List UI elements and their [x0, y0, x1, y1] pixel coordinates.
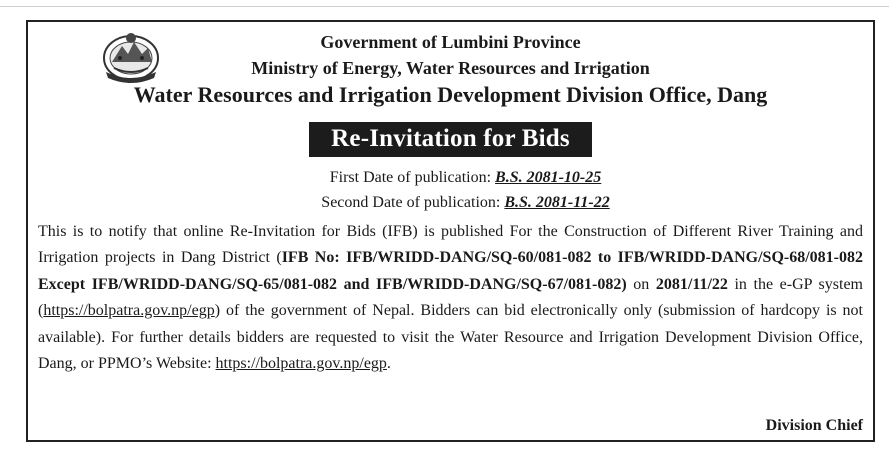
- bid-date: 2081/11/22: [655, 275, 728, 293]
- notice-text-3: in the e-GP system (: [38, 275, 863, 320]
- notice-title: Re-Invitation for Bids: [309, 122, 592, 157]
- notice-frame: [26, 20, 875, 442]
- header-government: Government of Lumbini Province: [320, 32, 581, 52]
- page-top-edge: [0, 0, 889, 7]
- notice-text-2: on: [626, 275, 656, 293]
- egp-link-1[interactable]: https://bolpatra.gov.np/egp: [43, 302, 215, 320]
- second-publication-label: Second Date of publication:: [321, 194, 505, 211]
- ifb-numbers: IFB No: IFB/WRIDD-DANG/SQ-60/081-082 to IFB/WRIDD-DANG/SQ-68/081-082 Except IFB/WRIDD-DANG/SQ-65/081-082 and IFB/WRIDD-DANG/SQ-67/081-082): [38, 249, 863, 293]
- notice-text-1: This is to notify that online Re-Invitation for Bids (IFB) is published For the Construction of Different River Training and Irrigation projects in Dang District (: [38, 223, 863, 267]
- notice-body: [38, 219, 863, 377]
- first-publication-label: First Date of publication:: [329, 169, 496, 186]
- notice-text-4: ) of the government of Nepal. Bidders can bid electronically only (submission of hardcopy is not available). For further details bidders are requested to visit the Water Resource and Irrigation Development Division Office, Dang, or PPMO’s Website:: [38, 302, 863, 373]
- header-ministry: Ministry of Energy, Water Resources and Irrigation: [251, 58, 650, 78]
- title-banner-wrap: [28, 122, 873, 157]
- notice-text-5: .: [386, 355, 391, 373]
- second-publication: [28, 194, 873, 212]
- egp-link-2[interactable]: https://bolpatra.gov.np/egp: [215, 355, 387, 373]
- second-publication-date: B.S. 2081-11-22: [504, 194, 610, 211]
- first-publication-date: B.S. 2081-10-25: [495, 169, 602, 186]
- header-office: Water Resources and Irrigation Development Division Office, Dang: [133, 82, 768, 107]
- signature-title: Division Chief: [765, 417, 863, 434]
- first-publication: [28, 169, 873, 187]
